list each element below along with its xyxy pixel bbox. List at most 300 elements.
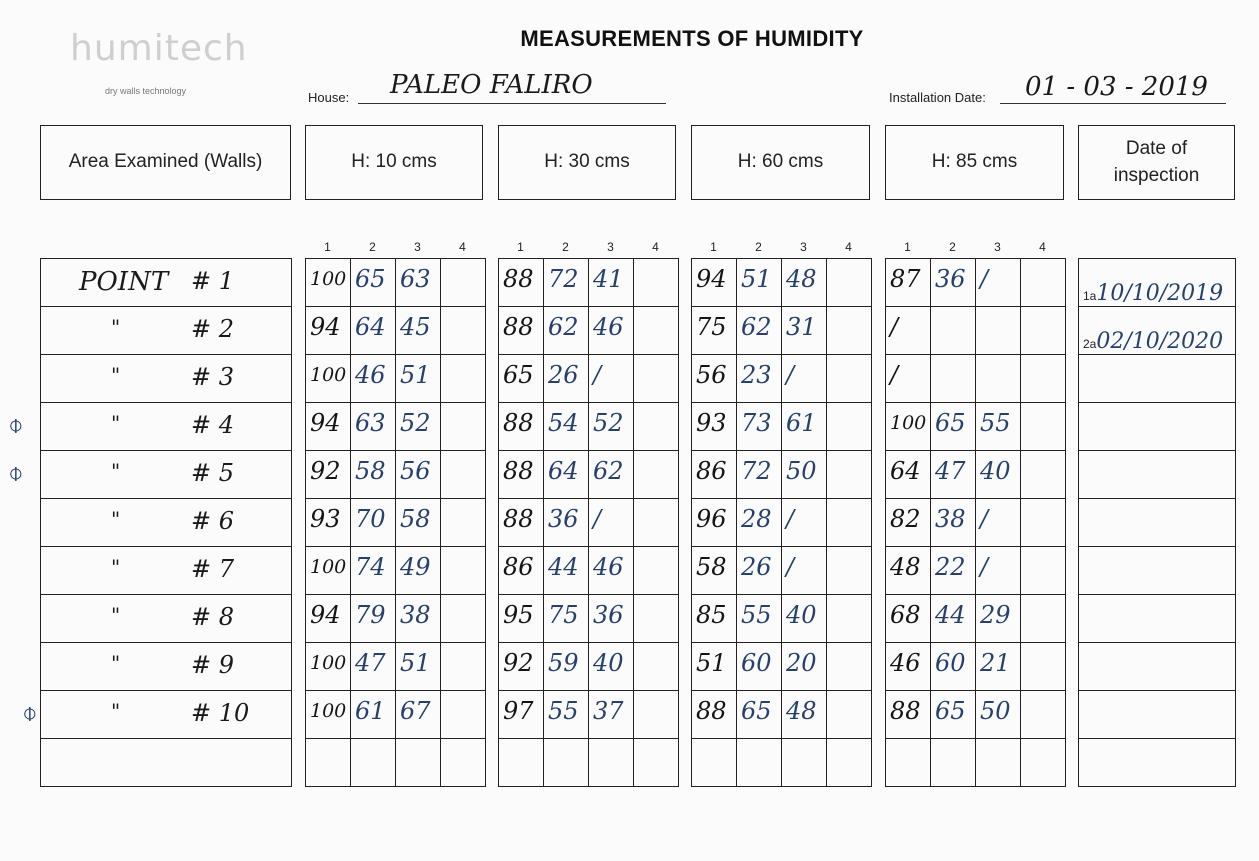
measurement-cell-h30-col4 — [634, 259, 679, 307]
measurement-cell-h30-col1: 65 — [499, 355, 544, 403]
measurement-cell-h85-col1 — [886, 739, 931, 787]
date-of-inspection-table — [1078, 258, 1236, 787]
table-row — [306, 259, 486, 307]
measurement-cell-h85-col4 — [1021, 499, 1066, 547]
measurement-cell-h30-col4 — [634, 403, 679, 451]
measurement-cell-h60-col4 — [827, 403, 872, 451]
table-row — [692, 595, 872, 643]
measurement-cell-h30-col2: 59 — [544, 643, 589, 691]
measurement-cell-h30-col2: 75 — [544, 595, 589, 643]
table-row — [306, 547, 486, 595]
table-row — [306, 307, 486, 355]
table-row — [1079, 691, 1236, 739]
measurement-cell-h30-col1: 92 — [499, 643, 544, 691]
point-number: # 7 — [191, 555, 235, 583]
column-number-h10-3: 3 — [414, 240, 421, 254]
table-row — [41, 307, 292, 355]
measurement-cell-h10-col4 — [441, 547, 486, 595]
measurement-cell-h85-col3 — [976, 355, 1021, 403]
inspection-date-cell — [1079, 451, 1236, 499]
installation-date-value: 01 - 03 - 2019 — [1025, 72, 1208, 102]
measurement-cell-h30-col1: 88 — [499, 259, 544, 307]
measurement-cell-h10-col1: 94 — [306, 403, 351, 451]
table-row — [306, 739, 486, 787]
measurement-cell-h10-col3 — [396, 739, 441, 787]
measurement-cell-h30-col3: 41 — [589, 259, 634, 307]
point-name: " — [111, 555, 121, 579]
point-number: # 9 — [191, 651, 235, 679]
measurement-cell-h30-col1: 95 — [499, 595, 544, 643]
table-row — [499, 691, 679, 739]
measurement-cell-h10-col1: 94 — [306, 307, 351, 355]
point-cell — [41, 355, 292, 403]
table-row — [1079, 547, 1236, 595]
measurement-cell-h10-col2: 64 — [351, 307, 396, 355]
logo-tagline: dry walls technology — [105, 86, 187, 96]
table-row — [886, 643, 1066, 691]
measurement-cell-h30-col3: 46 — [589, 547, 634, 595]
measurement-cell-h30-col4 — [634, 451, 679, 499]
measurement-cell-h60-col1 — [692, 739, 737, 787]
measurement-cell-h60-col1: 58 — [692, 547, 737, 595]
measurement-cell-h30-col1 — [499, 739, 544, 787]
measurement-cell-h30-col3: / — [589, 355, 634, 403]
measurement-cell-h10-col2: 58 — [351, 451, 396, 499]
measurement-cell-h85-col1: 48 — [886, 547, 931, 595]
measurement-cell-h10-col3: 38 — [396, 595, 441, 643]
column-number-h10-2: 2 — [369, 240, 376, 254]
measurement-cell-h85-col2: 44 — [931, 595, 976, 643]
measurement-cell-h30-col3: / — [589, 499, 634, 547]
header-h30: H: 30 cms — [498, 125, 676, 200]
measurement-cell-h60-col3: / — [782, 499, 827, 547]
measurement-cell-h10-col4 — [441, 403, 486, 451]
measurement-cell-h85-col3: 40 — [976, 451, 1021, 499]
column-number-h30-2: 2 — [562, 240, 569, 254]
measurement-cell-h85-col4 — [1021, 355, 1066, 403]
measurement-cell-h10-col3: 56 — [396, 451, 441, 499]
point-name: POINT — [79, 267, 169, 297]
measurement-cell-h60-col3: 50 — [782, 451, 827, 499]
table-row — [41, 595, 292, 643]
measurement-cell-h30-col1: 88 — [499, 307, 544, 355]
table-row — [41, 355, 292, 403]
measurement-cell-h10-col1: 92 — [306, 451, 351, 499]
point-name: " — [111, 507, 121, 531]
h60-table — [691, 258, 872, 787]
measurement-cell-h60-col4 — [827, 499, 872, 547]
column-number-h85-3: 3 — [994, 240, 1001, 254]
measurement-cell-h30-col2: 54 — [544, 403, 589, 451]
measurement-cell-h60-col4 — [827, 259, 872, 307]
table-row — [886, 307, 1066, 355]
table-row — [306, 499, 486, 547]
point-number: # 6 — [191, 507, 235, 535]
table-row — [886, 403, 1066, 451]
measurement-cell-h30-col1: 86 — [499, 547, 544, 595]
measurement-cell-h60-col2: 28 — [737, 499, 782, 547]
inspection-date-cell — [1079, 595, 1236, 643]
measurement-cell-h60-col4 — [827, 643, 872, 691]
table-row — [1079, 403, 1236, 451]
measurement-cell-h60-col2: 55 — [737, 595, 782, 643]
measurement-cell-h85-col3: / — [976, 259, 1021, 307]
measurement-cell-h10-col3: 58 — [396, 499, 441, 547]
table-row — [1079, 499, 1236, 547]
measurement-cell-h30-col3: 62 — [589, 451, 634, 499]
measurement-cell-h85-col3: / — [976, 499, 1021, 547]
table-row — [306, 403, 486, 451]
measurement-cell-h10-col4 — [441, 643, 486, 691]
measurement-cell-h10-col2 — [351, 739, 396, 787]
measurement-cell-h30-col3: 36 — [589, 595, 634, 643]
inspection-date-cell — [1079, 643, 1236, 691]
measurement-cell-h60-col4 — [827, 547, 872, 595]
column-number-h10-4: 4 — [459, 240, 466, 254]
point-name: " — [111, 603, 121, 627]
measurement-cell-h60-col3: 48 — [782, 691, 827, 739]
measurement-cell-h10-col4 — [441, 355, 486, 403]
table-row — [886, 259, 1066, 307]
company-logo: humitech — [70, 28, 248, 69]
column-number-h30-3: 3 — [607, 240, 614, 254]
point-cell — [41, 307, 292, 355]
measurement-cell-h85-col3: 50 — [976, 691, 1021, 739]
point-cell — [41, 547, 292, 595]
measurement-cell-h60-col3: 31 — [782, 307, 827, 355]
measurement-cell-h30-col4 — [634, 643, 679, 691]
measurement-cell-h10-col1: 100 — [306, 259, 351, 307]
table-row — [499, 739, 679, 787]
column-number-h85-1: 1 — [904, 240, 911, 254]
measurement-cell-h10-col4 — [441, 595, 486, 643]
point-name: " — [111, 651, 121, 675]
table-row — [306, 595, 486, 643]
table-row — [1079, 595, 1236, 643]
measurement-cell-h30-col2: 36 — [544, 499, 589, 547]
table-row — [692, 643, 872, 691]
inspection-date-cell — [1079, 691, 1236, 739]
measurement-cell-h85-col3: 55 — [976, 403, 1021, 451]
table-row — [499, 643, 679, 691]
installation-date-underline — [1000, 103, 1226, 104]
measurement-cell-h85-col4 — [1021, 259, 1066, 307]
measurement-cell-h10-col2: 47 — [351, 643, 396, 691]
column-number-h30-1: 1 — [517, 240, 524, 254]
measurement-cell-h85-col4 — [1021, 547, 1066, 595]
measurement-cell-h60-col1: 85 — [692, 595, 737, 643]
point-name: " — [111, 699, 121, 723]
measurement-cell-h30-col4 — [634, 595, 679, 643]
measurement-cell-h60-col4 — [827, 739, 872, 787]
measurement-cell-h60-col1: 93 — [692, 403, 737, 451]
measurement-cell-h85-col2: 38 — [931, 499, 976, 547]
header-h85: H: 85 cms — [885, 125, 1064, 200]
measurement-cell-h85-col2: 47 — [931, 451, 976, 499]
measurement-cell-h30-col1: 97 — [499, 691, 544, 739]
measurement-cell-h10-col3: 67 — [396, 691, 441, 739]
measurement-cell-h85-col4 — [1021, 691, 1066, 739]
measurement-cell-h85-col1: / — [886, 307, 931, 355]
area-examined-table — [40, 258, 292, 787]
point-cell — [41, 403, 292, 451]
measurement-cell-h30-col1: 88 — [499, 403, 544, 451]
measurement-cell-h30-col1: 88 — [499, 499, 544, 547]
measurement-cell-h60-col3 — [782, 739, 827, 787]
measurement-cell-h85-col3: / — [976, 547, 1021, 595]
measurement-cell-h60-col2 — [737, 739, 782, 787]
table-row — [1079, 307, 1236, 355]
table-row — [886, 595, 1066, 643]
table-row — [499, 355, 679, 403]
measurement-cell-h60-col3: 40 — [782, 595, 827, 643]
measurement-cell-h10-col1: 94 — [306, 595, 351, 643]
table-row — [692, 547, 872, 595]
measurement-cell-h60-col1: 96 — [692, 499, 737, 547]
measurement-cell-h10-col1: 100 — [306, 547, 351, 595]
table-row — [306, 451, 486, 499]
table-row — [41, 739, 292, 787]
measurement-cell-h30-col2 — [544, 739, 589, 787]
measurement-cell-h85-col4 — [1021, 739, 1066, 787]
column-number-h10-1: 1 — [324, 240, 331, 254]
table-row — [41, 403, 292, 451]
header-area-examined: Area Examined (Walls) — [40, 125, 291, 200]
table-row — [499, 403, 679, 451]
table-row — [886, 499, 1066, 547]
measurement-cell-h60-col1: 86 — [692, 451, 737, 499]
table-row — [692, 307, 872, 355]
table-row — [499, 307, 679, 355]
table-row — [41, 643, 292, 691]
measurement-cell-h85-col3: 21 — [976, 643, 1021, 691]
measurement-cell-h85-col2: 60 — [931, 643, 976, 691]
column-number-h85-4: 4 — [1039, 240, 1046, 254]
point-name: " — [111, 315, 121, 339]
measurement-cell-h60-col3: 61 — [782, 403, 827, 451]
inspection-date-cell — [1079, 739, 1236, 787]
measurement-cell-h10-col1 — [306, 739, 351, 787]
table-row — [886, 451, 1066, 499]
column-number-h60-1: 1 — [710, 240, 717, 254]
header-date-of-inspection: Date of inspection — [1078, 125, 1235, 200]
table-row — [306, 355, 486, 403]
inspection-date-cell — [1079, 499, 1236, 547]
header-h10: H: 10 cms — [305, 125, 483, 200]
point-cell — [41, 643, 292, 691]
table-row — [1079, 355, 1236, 403]
point-cell — [41, 739, 292, 787]
table-row — [41, 259, 292, 307]
measurement-cell-h60-col2: 72 — [737, 451, 782, 499]
table-row — [1079, 259, 1236, 307]
point-name: " — [111, 411, 121, 435]
measurement-cell-h85-col4 — [1021, 451, 1066, 499]
measurement-cell-h60-col2: 51 — [737, 259, 782, 307]
measurement-cell-h60-col3: / — [782, 355, 827, 403]
measurement-cell-h10-col3: 51 — [396, 355, 441, 403]
measurement-cell-h60-col1: 88 — [692, 691, 737, 739]
measurement-cell-h30-col2: 44 — [544, 547, 589, 595]
measurement-cell-h30-col3: 40 — [589, 643, 634, 691]
point-number: # 10 — [191, 699, 250, 727]
measurement-cell-h10-col4 — [441, 691, 486, 739]
table-row — [499, 451, 679, 499]
installation-date-label: Installation Date: — [889, 90, 986, 105]
measurement-cell-h60-col2: 26 — [737, 547, 782, 595]
measurement-cell-h10-col2: 74 — [351, 547, 396, 595]
inspection-date-cell — [1079, 259, 1236, 307]
measurement-cell-h30-col2: 72 — [544, 259, 589, 307]
marker-icon: ⌽ — [8, 458, 24, 488]
measurement-cell-h10-col4 — [441, 259, 486, 307]
measurement-cell-h60-col2: 60 — [737, 643, 782, 691]
table-row — [41, 499, 292, 547]
table-row — [499, 259, 679, 307]
measurement-cell-h85-col2: 65 — [931, 691, 976, 739]
table-row — [306, 643, 486, 691]
measurement-cell-h10-col2: 63 — [351, 403, 396, 451]
measurement-cell-h60-col1: 51 — [692, 643, 737, 691]
measurement-cell-h30-col4 — [634, 355, 679, 403]
table-row — [886, 739, 1066, 787]
measurement-cell-h30-col2: 64 — [544, 451, 589, 499]
point-number: # 4 — [191, 411, 235, 439]
measurement-cell-h85-col1: 87 — [886, 259, 931, 307]
measurement-cell-h30-col4 — [634, 499, 679, 547]
table-row — [692, 451, 872, 499]
point-cell — [41, 451, 292, 499]
table-row — [692, 259, 872, 307]
measurement-cell-h30-col3: 46 — [589, 307, 634, 355]
measurement-cell-h30-col4 — [634, 547, 679, 595]
measurement-cell-h10-col2: 46 — [351, 355, 396, 403]
house-underline — [358, 103, 666, 104]
measurement-cell-h60-col2: 23 — [737, 355, 782, 403]
measurement-cell-h60-col4 — [827, 691, 872, 739]
measurement-cell-h30-col3 — [589, 739, 634, 787]
measurement-cell-h10-col4 — [441, 307, 486, 355]
table-row — [41, 451, 292, 499]
measurement-cell-h10-col1: 100 — [306, 643, 351, 691]
measurement-cell-h85-col1: 88 — [886, 691, 931, 739]
table-row — [499, 547, 679, 595]
table-row — [692, 691, 872, 739]
table-row — [886, 691, 1066, 739]
table-row — [886, 547, 1066, 595]
column-number-h30-4: 4 — [652, 240, 659, 254]
measurement-cell-h60-col4 — [827, 451, 872, 499]
measurement-cell-h30-col3: 37 — [589, 691, 634, 739]
h10-table — [305, 258, 486, 787]
measurement-cell-h30-col2: 62 — [544, 307, 589, 355]
table-row — [41, 691, 292, 739]
measurement-cell-h30-col4 — [634, 691, 679, 739]
h85-table — [885, 258, 1066, 787]
page-title: MEASUREMENTS OF HUMIDITY — [520, 26, 864, 51]
point-number: # 3 — [191, 363, 235, 391]
table-row — [692, 403, 872, 451]
measurement-cell-h10-col1: 100 — [306, 691, 351, 739]
inspection-date-cell — [1079, 403, 1236, 451]
table-row — [306, 691, 486, 739]
point-name: " — [111, 459, 121, 483]
measurement-cell-h85-col1: 68 — [886, 595, 931, 643]
measurement-cell-h10-col3: 63 — [396, 259, 441, 307]
table-row — [692, 499, 872, 547]
measurement-cell-h30-col2: 55 — [544, 691, 589, 739]
point-cell — [41, 499, 292, 547]
header-h60: H: 60 cms — [691, 125, 870, 200]
measurement-cell-h60-col3: / — [782, 547, 827, 595]
table-row — [692, 739, 872, 787]
measurement-cell-h85-col1: / — [886, 355, 931, 403]
measurement-cell-h60-col4 — [827, 307, 872, 355]
measurement-cell-h10-col2: 79 — [351, 595, 396, 643]
measurement-cell-h10-col4 — [441, 451, 486, 499]
point-name: " — [111, 363, 121, 387]
measurement-cell-h60-col3: 20 — [782, 643, 827, 691]
inspection-date-value: 02/10/2020 — [1096, 329, 1224, 354]
measurement-cell-h85-col2: 36 — [931, 259, 976, 307]
point-number: # 1 — [191, 267, 235, 295]
measurement-cell-h85-col1: 100 — [886, 403, 931, 451]
inspection-date-prefix: 2a — [1083, 337, 1097, 351]
inspection-date-prefix: 1a — [1083, 289, 1097, 303]
measurement-cell-h10-col2: 61 — [351, 691, 396, 739]
table-row — [1079, 643, 1236, 691]
point-number: # 5 — [191, 459, 235, 487]
measurement-cell-h60-col4 — [827, 355, 872, 403]
measurement-cell-h85-col3 — [976, 307, 1021, 355]
measurement-cell-h10-col2: 70 — [351, 499, 396, 547]
measurement-cell-h85-col4 — [1021, 307, 1066, 355]
inspection-date-cell — [1079, 547, 1236, 595]
h30-table — [498, 258, 679, 787]
measurement-cell-h10-col3: 45 — [396, 307, 441, 355]
measurement-cell-h10-col1: 100 — [306, 355, 351, 403]
measurement-cell-h60-col2: 62 — [737, 307, 782, 355]
inspection-date-value: 10/10/2019 — [1096, 281, 1224, 306]
table-row — [41, 547, 292, 595]
point-number: # 2 — [191, 315, 235, 343]
measurement-cell-h85-col2 — [931, 355, 976, 403]
table-row — [499, 499, 679, 547]
measurement-cell-h10-col4 — [441, 499, 486, 547]
column-number-h60-2: 2 — [755, 240, 762, 254]
inspection-date-cell — [1079, 307, 1236, 355]
measurement-cell-h85-col2: 22 — [931, 547, 976, 595]
measurement-cell-h10-col3: 49 — [396, 547, 441, 595]
measurement-cell-h85-col4 — [1021, 403, 1066, 451]
measurement-cell-h60-col1: 56 — [692, 355, 737, 403]
measurement-cell-h85-col3 — [976, 739, 1021, 787]
measurement-cell-h85-col4 — [1021, 643, 1066, 691]
house-label: House: — [308, 90, 350, 105]
measurement-cell-h60-col1: 94 — [692, 259, 737, 307]
table-row — [886, 355, 1066, 403]
measurement-cell-h30-col4 — [634, 739, 679, 787]
marker-icon: ⌽ — [8, 410, 24, 440]
measurement-cell-h30-col1: 88 — [499, 451, 544, 499]
measurement-cell-h60-col4 — [827, 595, 872, 643]
point-cell — [41, 595, 292, 643]
measurement-cell-h60-col2: 65 — [737, 691, 782, 739]
measurement-cell-h85-col1: 46 — [886, 643, 931, 691]
column-number-h85-2: 2 — [949, 240, 956, 254]
measurement-cell-h10-col2: 65 — [351, 259, 396, 307]
measurement-cell-h85-col2 — [931, 307, 976, 355]
